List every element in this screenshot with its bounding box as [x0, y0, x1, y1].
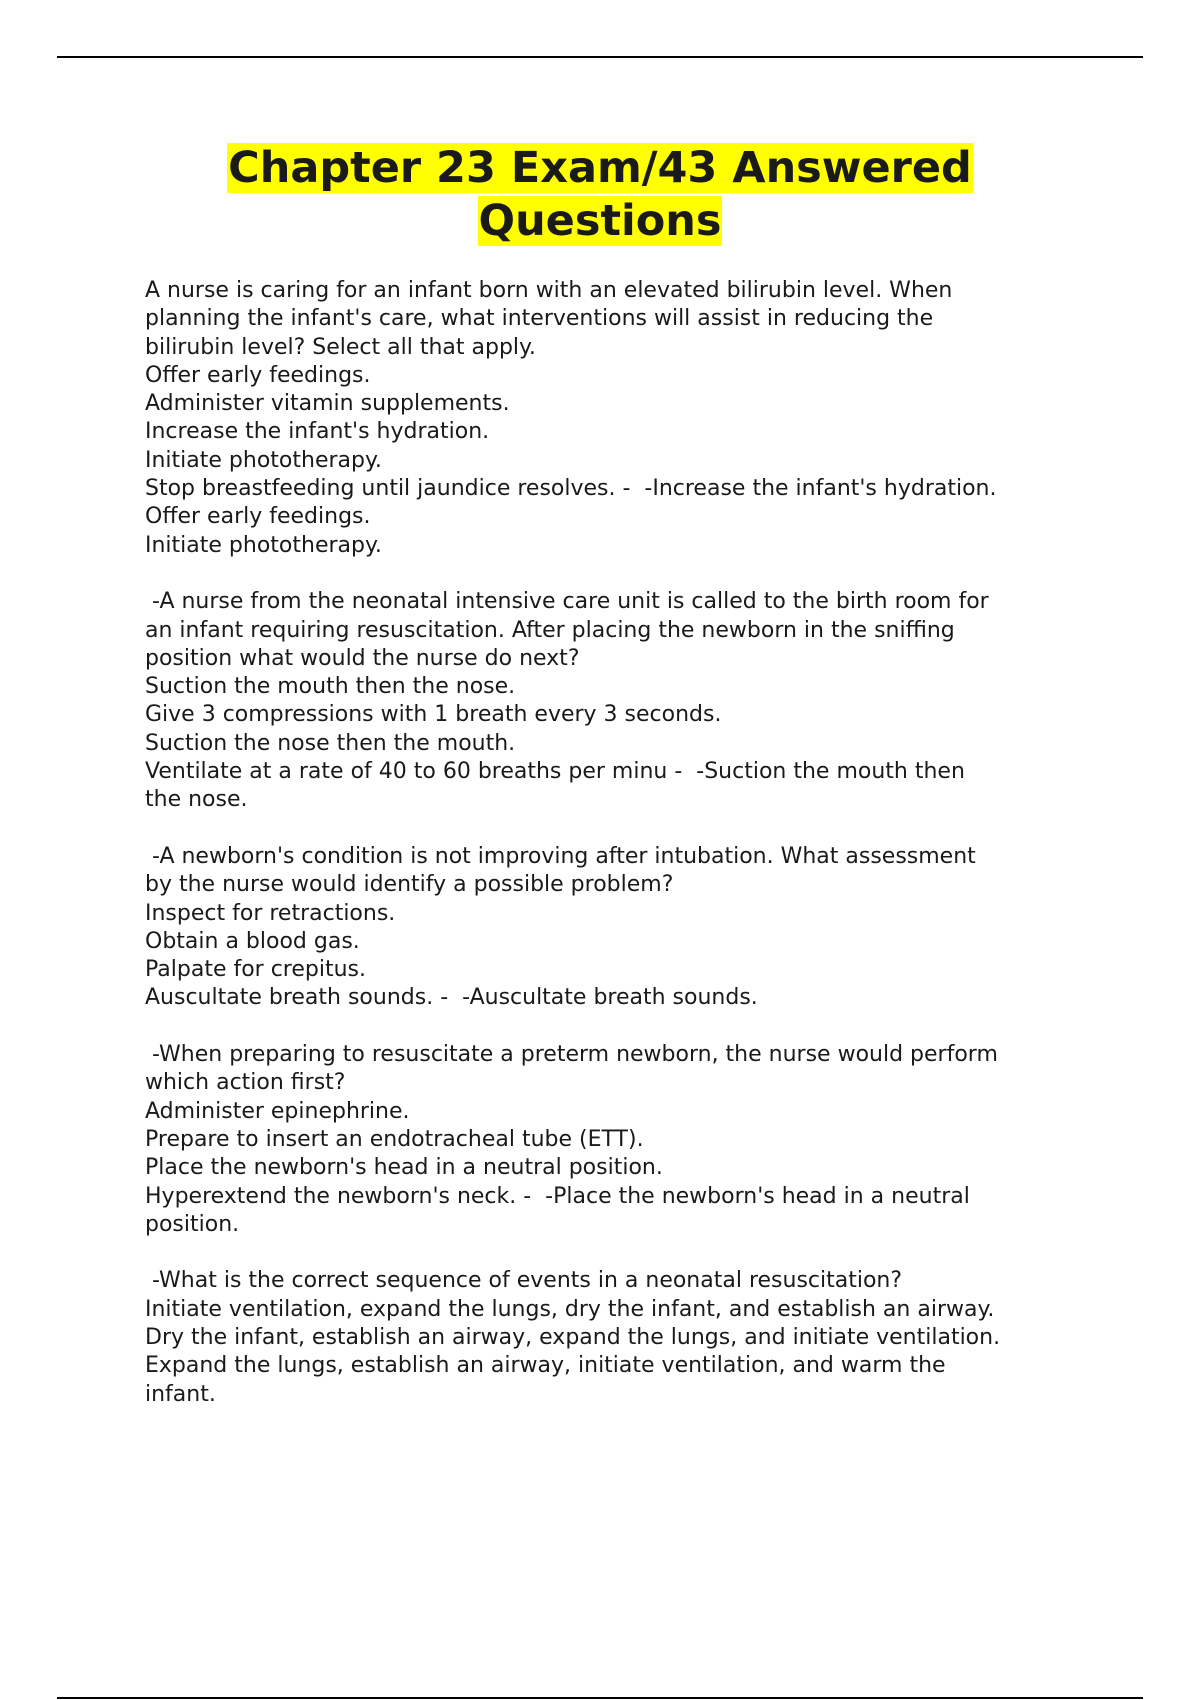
question-text-line: Administer epinephrine. — [145, 1098, 410, 1124]
question-text-line: Dry the infant, establish an airway, expand the lungs, and initiate ventilation. — [145, 1324, 1001, 1350]
question-text-line: Offer early feedings. — [145, 504, 371, 530]
question-text-line: A nurse is caring for an infant born with an elevated bilirubin level. When — [145, 278, 953, 303]
question-text-line: -What is the correct sequence of events in a neonatal resuscitation? — [145, 1268, 903, 1294]
title-line-1: Chapter 23 Exam/43 Answered — [228, 143, 972, 193]
question-text-line: position. — [145, 1211, 240, 1237]
question-block — [145, 588, 1125, 814]
bottom-rule — [57, 1697, 1143, 1699]
question-text-line: Initiate phototherapy. — [145, 447, 382, 473]
top-rule — [57, 56, 1143, 58]
question-text-line: Hyperextend the newborn's neck. - -Place the newborn's head in a neutral — [145, 1183, 970, 1209]
question-text-line: Give 3 compressions with 1 breath every 3 seconds. — [145, 702, 722, 728]
question-text-line: Stop breastfeeding until jaundice resolves. - -Increase the infant's hydration. — [145, 476, 997, 502]
question-text-line: Palpate for crepitus. — [145, 957, 367, 983]
question-text-line: which action first? — [145, 1070, 346, 1096]
question-block — [145, 843, 1125, 1013]
question-text-line: Increase the infant's hydration. — [145, 419, 490, 445]
question-text-line: Initiate ventilation, expand the lungs, dry the infant, and establish an airway. — [145, 1296, 995, 1322]
question-text-line: by the nurse would identify a possible problem? — [145, 872, 674, 898]
question-text-line: -A newborn's condition is not improving after intubation. What assessment — [145, 843, 976, 869]
question-text-line: planning the infant's care, what interventions will assist in reducing the — [145, 306, 934, 332]
question-text-line: Administer vitamin supplements. — [145, 391, 510, 417]
question-text-line: an infant requiring resuscitation. After placing the newborn in the sniffing — [145, 617, 955, 643]
question-text-line: Expand the lungs, establish an airway, initiate ventilation, and warm the — [145, 1353, 946, 1379]
page-title — [100, 142, 1100, 248]
question-text-line: Place the newborn's head in a neutral position. — [145, 1155, 663, 1181]
question-text-line: position what would the nurse do next? — [145, 645, 580, 671]
question-list — [145, 277, 1125, 1437]
question-text-line: Prepare to insert an endotracheal tube (ETT). — [145, 1126, 644, 1152]
question-text-line: Auscultate breath sounds. - -Auscultate breath sounds. — [145, 985, 758, 1011]
question-text-line: Initiate phototherapy. — [145, 532, 382, 558]
title-line-2: Questions — [478, 196, 722, 246]
question-block — [145, 1267, 1125, 1408]
question-text-line: Offer early feedings. — [145, 362, 371, 388]
question-text-line: Ventilate at a rate of 40 to 60 breaths per minu - -Suction the mouth then — [145, 759, 965, 785]
question-text-line: bilirubin level? Select all that apply. — [145, 334, 536, 360]
question-text-line: Suction the mouth then the nose. — [145, 674, 516, 700]
question-text-line: the nose. — [145, 787, 248, 813]
question-text-line: -When preparing to resuscitate a preterm newborn, the nurse would perform — [145, 1042, 998, 1068]
question-text-line: Inspect for retractions. — [145, 900, 396, 926]
question-text-line: Obtain a blood gas. — [145, 928, 360, 954]
question-text-line: -A nurse from the neonatal intensive care unit is called to the birth room for — [145, 589, 989, 615]
question-text-line: Suction the nose then the mouth. — [145, 730, 516, 756]
question-block — [145, 277, 1125, 560]
question-text-line: infant. — [145, 1381, 216, 1407]
question-block — [145, 1041, 1125, 1239]
